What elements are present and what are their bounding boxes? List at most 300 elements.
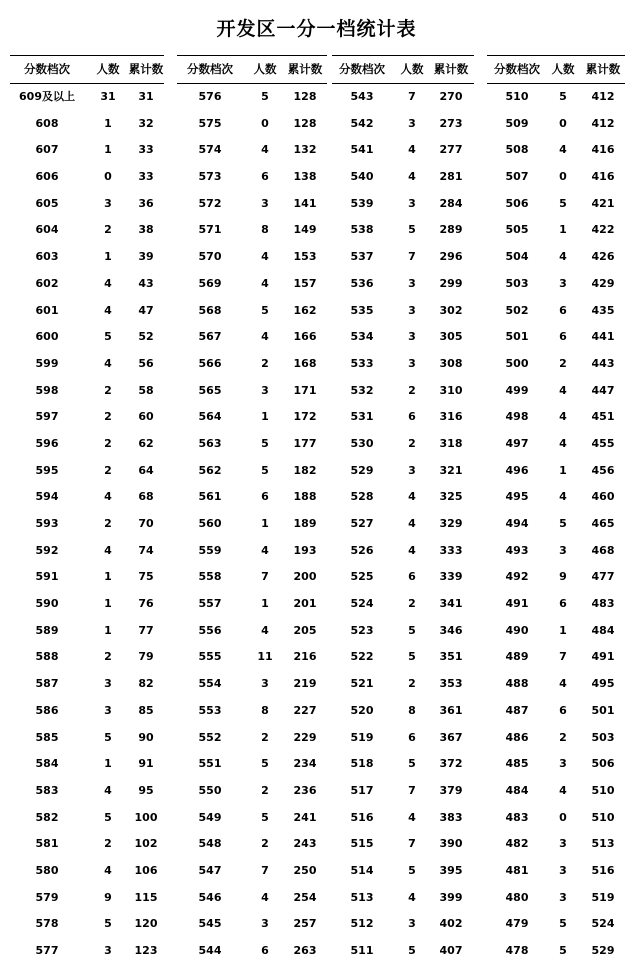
table-row <box>177 725 327 752</box>
score-cell: 493 <box>505 543 529 557</box>
table-row <box>487 271 625 298</box>
table-row <box>10 111 164 138</box>
score-cell: 525 <box>350 570 374 584</box>
cumulative-cell: 68 <box>138 490 154 504</box>
count-cell: 3 <box>408 116 416 130</box>
table-row <box>332 244 474 271</box>
cumulative-cell: 447 <box>591 383 615 397</box>
score-cell: 500 <box>505 356 529 370</box>
count-cell: 4 <box>408 490 416 504</box>
table-row <box>177 217 327 244</box>
table-row <box>10 431 164 458</box>
score-table-4 <box>487 55 625 965</box>
score-cell: 478 <box>505 944 529 957</box>
cumulative-cell: 399 <box>439 890 463 904</box>
score-cell: 590 <box>35 597 59 611</box>
table-row <box>10 298 164 325</box>
count-cell: 2 <box>104 650 112 664</box>
table-row <box>177 644 327 671</box>
table-row <box>487 911 625 938</box>
cumulative-cell: 460 <box>591 490 615 504</box>
count-cell: 4 <box>408 543 416 557</box>
score-cell: 479 <box>505 917 529 931</box>
cumulative-cell: 241 <box>293 810 317 824</box>
table-row <box>332 805 474 832</box>
table-row <box>332 938 474 965</box>
score-cell: 609及以上 <box>19 90 75 103</box>
table-row <box>487 324 625 351</box>
score-cell: 608 <box>35 116 59 130</box>
score-cell: 542 <box>350 116 374 130</box>
score-cell: 565 <box>198 383 222 397</box>
count-cell: 5 <box>408 623 416 637</box>
table-row <box>332 644 474 671</box>
table-row <box>177 271 327 298</box>
cumulative-cell: 91 <box>138 757 154 771</box>
table-row <box>177 538 327 565</box>
table-row <box>10 671 164 698</box>
score-cell: 564 <box>198 410 222 424</box>
table-row <box>332 484 474 511</box>
score-cell: 607 <box>35 143 59 157</box>
table-header-row <box>10 56 164 84</box>
score-cell: 537 <box>350 250 374 264</box>
score-cell: 515 <box>350 837 374 851</box>
count-cell: 4 <box>408 890 416 904</box>
count-cell: 6 <box>408 570 416 584</box>
cumulative-cell: 172 <box>293 410 317 424</box>
table-row <box>10 378 164 405</box>
score-cell: 573 <box>198 170 222 184</box>
count-cell: 6 <box>261 170 269 184</box>
table-row <box>10 244 164 271</box>
table-row <box>10 858 164 885</box>
table-row <box>10 911 164 938</box>
table-row <box>332 137 474 164</box>
cumulative-cell: 519 <box>591 890 615 904</box>
cumulative-cell: 166 <box>293 330 317 344</box>
count-cell: 2 <box>104 517 112 530</box>
table-row <box>332 858 474 885</box>
score-cell: 555 <box>198 650 222 664</box>
count-cell: 3 <box>408 356 416 370</box>
score-cell: 561 <box>198 490 222 504</box>
score-cell: 585 <box>35 730 59 744</box>
score-cell: 506 <box>505 196 529 210</box>
table-row <box>332 885 474 912</box>
score-cell: 578 <box>35 917 59 931</box>
table-row <box>10 404 164 431</box>
cumulative-cell: 316 <box>439 410 463 424</box>
score-cell: 523 <box>350 623 374 637</box>
score-cell: 510 <box>505 90 529 103</box>
count-cell: 5 <box>104 330 112 344</box>
table-row <box>332 271 474 298</box>
cumulative-cell: 33 <box>138 170 154 184</box>
cumulative-cell: 76 <box>138 597 154 611</box>
cumulative-cell: 372 <box>439 757 463 771</box>
table-row <box>487 591 625 618</box>
count-cell: 9 <box>559 570 567 584</box>
count-cell: 6 <box>408 730 416 744</box>
table-row <box>332 111 474 138</box>
score-cell: 489 <box>505 650 529 664</box>
count-cell: 31 <box>100 90 116 103</box>
score-cell: 488 <box>505 677 529 691</box>
score-cell: 528 <box>350 490 374 504</box>
score-cell: 605 <box>35 196 59 210</box>
count-cell: 4 <box>408 810 416 824</box>
table-row <box>332 778 474 805</box>
cumulative-cell: 468 <box>591 543 615 557</box>
table-row <box>10 831 164 858</box>
count-cell: 1 <box>559 223 567 237</box>
cumulative-cell: 123 <box>134 944 158 957</box>
count-cell: 5 <box>104 730 112 744</box>
table-row <box>487 725 625 752</box>
table-row <box>177 111 327 138</box>
cumulative-cell: 412 <box>591 116 615 130</box>
score-cell: 484 <box>505 783 529 797</box>
count-cell: 4 <box>261 890 269 904</box>
count-cell: 9 <box>104 890 112 904</box>
cumulative-cell: 263 <box>293 944 317 957</box>
cumulative-cell: 32 <box>138 116 154 130</box>
score-cell: 511 <box>350 944 374 957</box>
score-cell: 581 <box>35 837 59 851</box>
count-cell: 2 <box>104 436 112 450</box>
table-row <box>332 351 474 378</box>
cumulative-cell: 510 <box>591 810 615 824</box>
count-cell: 4 <box>261 330 269 344</box>
score-cell: 559 <box>198 543 222 557</box>
score-cell: 554 <box>198 677 222 691</box>
score-cell: 587 <box>35 677 59 691</box>
table-row <box>487 458 625 485</box>
count-cell: 3 <box>408 330 416 344</box>
table-row <box>10 351 164 378</box>
table-row <box>177 885 327 912</box>
cumulative-cell: 60 <box>138 410 154 424</box>
table-row <box>332 538 474 565</box>
cumulative-cell: 361 <box>439 703 463 717</box>
score-table-3 <box>332 55 474 965</box>
score-cell: 497 <box>505 436 529 450</box>
score-cell: 538 <box>350 223 374 237</box>
table-row <box>10 885 164 912</box>
score-cell: 486 <box>505 730 529 744</box>
count-cell: 3 <box>104 677 112 691</box>
cumulative-cell: 416 <box>591 170 615 184</box>
table-row <box>332 164 474 191</box>
table-row <box>177 511 327 538</box>
count-cell: 5 <box>559 196 567 210</box>
cumulative-cell: 95 <box>138 783 154 797</box>
table-row <box>10 698 164 725</box>
cumulative-cell: 451 <box>591 410 615 424</box>
score-cell: 596 <box>35 436 59 450</box>
cumulative-cell: 495 <box>591 677 615 691</box>
table-row <box>10 618 164 645</box>
score-cell: 535 <box>350 303 374 317</box>
count-cell: 4 <box>261 543 269 557</box>
cumulative-cell: 273 <box>439 116 463 130</box>
cumulative-cell: 429 <box>591 276 615 290</box>
score-cell: 562 <box>198 463 222 477</box>
cumulative-cell: 115 <box>134 890 158 904</box>
count-cell: 5 <box>261 90 269 103</box>
table-row <box>487 858 625 885</box>
score-cell: 519 <box>350 730 374 744</box>
cumulative-cell: 257 <box>293 917 317 931</box>
score-cell: 563 <box>198 436 222 450</box>
score-cell: 529 <box>350 463 374 477</box>
score-cell: 552 <box>198 730 222 744</box>
count-cell: 7 <box>559 650 567 664</box>
score-cell: 536 <box>350 276 374 290</box>
cumulative-cell: 421 <box>591 196 615 210</box>
cumulative-cell: 305 <box>439 330 463 344</box>
cumulative-cell: 189 <box>293 517 317 530</box>
count-cell: 5 <box>408 863 416 877</box>
score-cell: 545 <box>198 917 222 931</box>
count-cell: 2 <box>559 356 567 370</box>
count-cell: 5 <box>559 944 567 957</box>
header-count: 人数 <box>400 62 424 76</box>
table-header-row <box>487 56 625 84</box>
count-cell: 5 <box>104 810 112 824</box>
table-row <box>177 564 327 591</box>
table-row <box>487 778 625 805</box>
count-cell: 3 <box>408 276 416 290</box>
count-cell: 0 <box>261 116 269 130</box>
table-row <box>332 564 474 591</box>
count-cell: 4 <box>559 250 567 264</box>
count-cell: 3 <box>261 917 269 931</box>
score-cell: 584 <box>35 757 59 771</box>
score-cell: 556 <box>198 623 222 637</box>
score-cell: 600 <box>35 330 59 344</box>
table-row <box>10 591 164 618</box>
count-cell: 6 <box>261 944 269 957</box>
score-cell: 568 <box>198 303 222 317</box>
score-cell: 516 <box>350 810 374 824</box>
cumulative-cell: 524 <box>591 917 615 931</box>
table-row <box>177 324 327 351</box>
cumulative-cell: 132 <box>293 143 317 157</box>
cumulative-cell: 43 <box>138 276 154 290</box>
count-cell: 4 <box>104 356 112 370</box>
cumulative-cell: 254 <box>293 890 317 904</box>
cumulative-cell: 79 <box>138 650 154 664</box>
table-row <box>487 511 625 538</box>
count-cell: 1 <box>261 410 269 424</box>
table-row <box>177 911 327 938</box>
score-cell: 579 <box>35 890 59 904</box>
cumulative-cell: 318 <box>439 436 463 450</box>
cumulative-cell: 484 <box>591 623 615 637</box>
count-cell: 4 <box>104 276 112 290</box>
count-cell: 4 <box>559 783 567 797</box>
cumulative-cell: 85 <box>138 703 154 717</box>
table-row <box>177 458 327 485</box>
table-row <box>177 404 327 431</box>
cumulative-cell: 353 <box>439 677 463 691</box>
score-cell: 502 <box>505 303 529 317</box>
score-cell: 531 <box>350 410 374 424</box>
table-row <box>487 805 625 832</box>
count-cell: 3 <box>104 703 112 717</box>
count-cell: 2 <box>261 356 269 370</box>
score-table-1 <box>10 55 164 965</box>
score-table-2 <box>177 55 327 965</box>
score-cell: 548 <box>198 837 222 851</box>
cumulative-cell: 510 <box>591 783 615 797</box>
cumulative-cell: 501 <box>591 703 615 717</box>
cumulative-cell: 201 <box>293 597 317 611</box>
cumulative-cell: 289 <box>439 223 463 237</box>
score-cell: 553 <box>198 703 222 717</box>
count-cell: 0 <box>559 170 567 184</box>
count-cell: 1 <box>559 463 567 477</box>
table-row <box>177 591 327 618</box>
table-row <box>177 484 327 511</box>
table-row <box>10 805 164 832</box>
score-cell: 567 <box>198 330 222 344</box>
cumulative-cell: 200 <box>293 570 317 584</box>
table-row <box>332 431 474 458</box>
count-cell: 1 <box>104 143 112 157</box>
cumulative-cell: 219 <box>293 677 317 691</box>
score-cell: 498 <box>505 410 529 424</box>
score-cell: 544 <box>198 944 222 957</box>
cumulative-cell: 236 <box>293 783 317 797</box>
score-cell: 492 <box>505 570 529 584</box>
cumulative-cell: 310 <box>439 383 463 397</box>
table-row <box>10 164 164 191</box>
table-row <box>487 831 625 858</box>
count-cell: 4 <box>104 490 112 504</box>
table-row <box>332 378 474 405</box>
table-row <box>177 858 327 885</box>
table-row <box>487 618 625 645</box>
score-cell: 595 <box>35 463 59 477</box>
count-cell: 2 <box>408 383 416 397</box>
count-cell: 0 <box>559 116 567 130</box>
cumulative-cell: 390 <box>439 837 463 851</box>
cumulative-cell: 426 <box>591 250 615 264</box>
cumulative-cell: 36 <box>138 196 154 210</box>
cumulative-cell: 367 <box>439 730 463 744</box>
table-row <box>332 591 474 618</box>
cumulative-cell: 141 <box>293 196 317 210</box>
score-cell: 577 <box>35 944 59 957</box>
table-row <box>10 725 164 752</box>
cumulative-cell: 234 <box>293 757 317 771</box>
table-row <box>487 698 625 725</box>
table-row <box>10 191 164 218</box>
cumulative-cell: 383 <box>439 810 463 824</box>
count-cell: 1 <box>104 623 112 637</box>
cumulative-cell: 339 <box>439 570 463 584</box>
table-row <box>332 751 474 778</box>
cumulative-cell: 106 <box>134 863 158 877</box>
cumulative-cell: 153 <box>293 250 317 264</box>
score-cell: 549 <box>198 810 222 824</box>
count-cell: 2 <box>408 436 416 450</box>
count-cell: 4 <box>559 410 567 424</box>
score-cell: 566 <box>198 356 222 370</box>
table-row <box>10 778 164 805</box>
cumulative-cell: 477 <box>591 570 615 584</box>
cumulative-cell: 513 <box>591 837 615 851</box>
score-cell: 583 <box>35 783 59 797</box>
count-cell: 7 <box>261 570 269 584</box>
score-cell: 569 <box>198 276 222 290</box>
count-cell: 7 <box>408 90 416 103</box>
score-cell: 601 <box>35 303 59 317</box>
cumulative-cell: 82 <box>138 677 154 691</box>
score-cell: 512 <box>350 917 374 931</box>
cumulative-cell: 62 <box>138 436 154 450</box>
table-row <box>177 805 327 832</box>
table-row <box>332 831 474 858</box>
count-cell: 2 <box>104 410 112 424</box>
table-row <box>10 137 164 164</box>
score-cell: 527 <box>350 517 374 530</box>
score-cell: 485 <box>505 757 529 771</box>
table-row <box>177 84 327 111</box>
cumulative-cell: 277 <box>439 143 463 157</box>
count-cell: 5 <box>104 917 112 931</box>
table-row <box>177 751 327 778</box>
count-cell: 3 <box>408 917 416 931</box>
table-row <box>332 324 474 351</box>
count-cell: 4 <box>559 436 567 450</box>
table-row <box>487 378 625 405</box>
count-cell: 4 <box>559 490 567 504</box>
count-cell: 4 <box>104 303 112 317</box>
cumulative-cell: 229 <box>293 730 317 744</box>
score-cell: 582 <box>35 810 59 824</box>
cumulative-cell: 416 <box>591 143 615 157</box>
cumulative-cell: 250 <box>293 863 317 877</box>
table-row <box>487 351 625 378</box>
cumulative-cell: 346 <box>439 623 463 637</box>
count-cell: 3 <box>559 276 567 290</box>
score-cell: 551 <box>198 757 222 771</box>
count-cell: 5 <box>261 810 269 824</box>
count-cell: 4 <box>559 383 567 397</box>
count-cell: 1 <box>261 597 269 611</box>
table-row <box>487 564 625 591</box>
score-cell: 533 <box>350 356 374 370</box>
table-row <box>332 618 474 645</box>
score-cell: 491 <box>505 597 529 611</box>
count-cell: 2 <box>104 463 112 477</box>
count-cell: 1 <box>104 757 112 771</box>
table-row <box>177 378 327 405</box>
score-cell: 522 <box>350 650 374 664</box>
count-cell: 3 <box>559 837 567 851</box>
score-cell: 574 <box>198 143 222 157</box>
count-cell: 5 <box>559 90 567 103</box>
cumulative-cell: 299 <box>439 276 463 290</box>
score-cell: 487 <box>505 703 529 717</box>
score-cell: 507 <box>505 170 529 184</box>
score-cell: 513 <box>350 890 374 904</box>
table-row <box>487 431 625 458</box>
